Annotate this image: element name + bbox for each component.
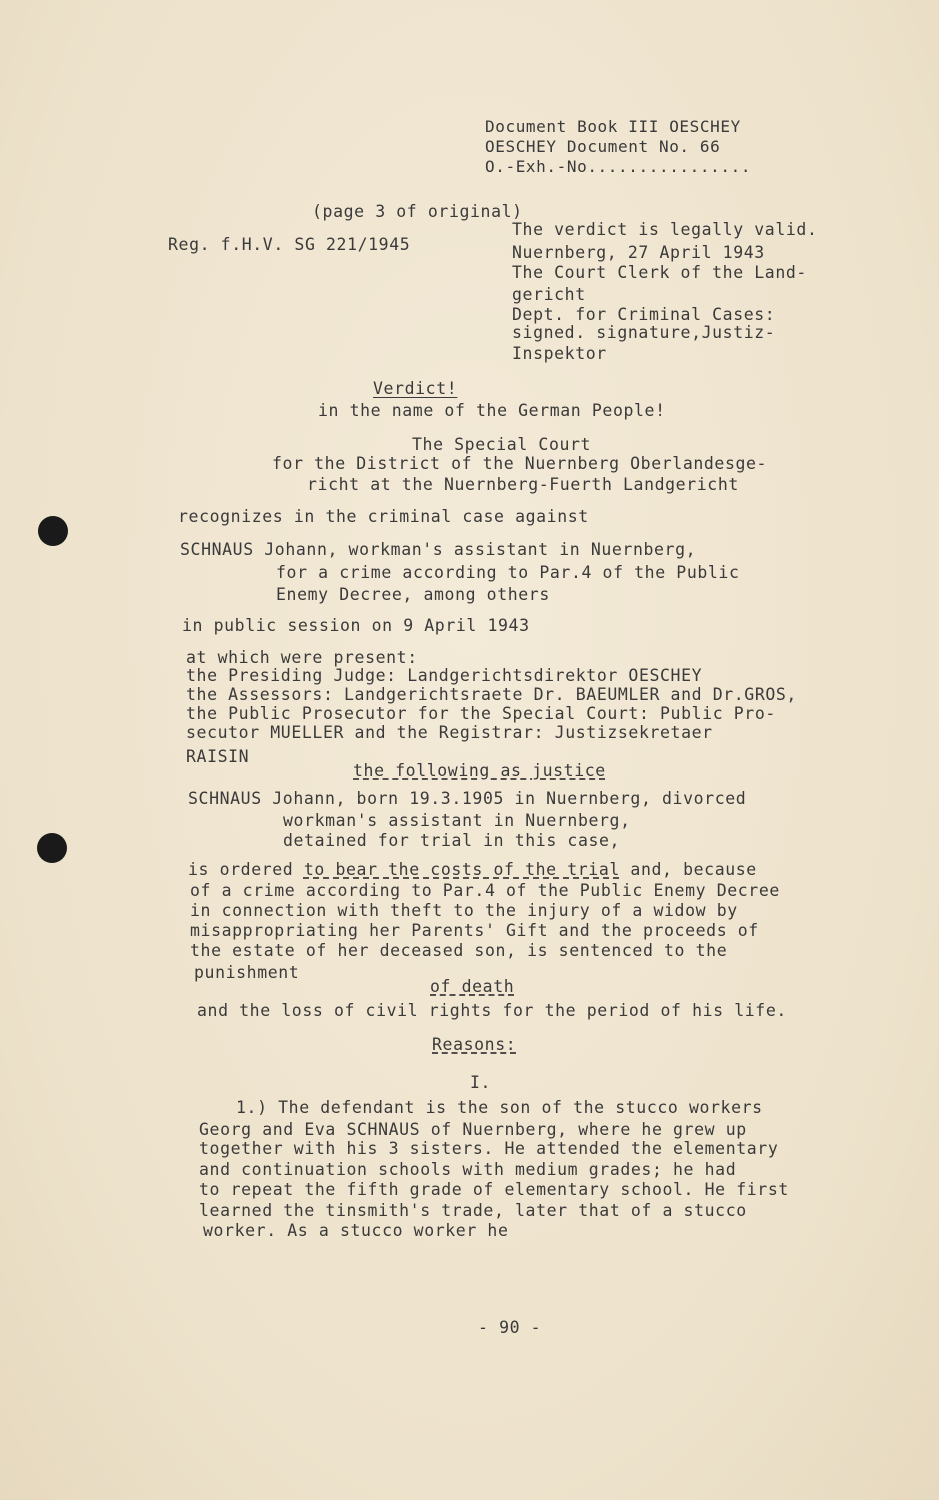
verdict-title: Verdict! — [373, 379, 458, 398]
reasons-line: and continuation schools with medium grades; he had — [199, 1160, 737, 1179]
present-line: at which were present: — [186, 648, 418, 667]
court-line: richt at the Nuernberg-Fuerth Landgericht — [307, 475, 739, 494]
people-line: in the name of the German People! — [318, 401, 666, 420]
punch-hole-upper — [38, 516, 68, 546]
sentence-head-line: detained for trial in this case, — [283, 831, 621, 850]
crime-line: for a crime according to Par.4 of the Public — [276, 563, 740, 582]
sentence-costs-underlined: to bear the costs of the trial — [303, 860, 620, 879]
reasons-line: Georg and Eva SCHNAUS of Nuernberg, where he grew up — [199, 1120, 747, 1139]
doc-number-line: OESCHEY Document No. 66 — [485, 137, 721, 156]
page-number: - 90 - — [478, 1318, 542, 1337]
validity-line: signed. signature,Justiz- — [512, 323, 776, 342]
reasons-line: worker. As a stucco worker he — [203, 1221, 509, 1240]
sentence-first-line — [188, 862, 757, 879]
sentence-head-line: workman's assistant in Nuernberg, — [283, 811, 631, 830]
sentence-line: in connection with theft to the injury of a widow by — [190, 901, 738, 920]
sentence-pre: is ordered — [188, 860, 304, 879]
validity-line: The verdict is legally valid. — [512, 220, 818, 239]
death-sentence: of death — [430, 977, 515, 996]
reasons-line: together with his 3 sisters. He attended the elementary — [199, 1139, 779, 1158]
reasons-line: learned the tinsmith's trade, later that of a stucco — [199, 1201, 747, 1220]
session-line: in public session on 9 April 1943 — [182, 616, 530, 635]
validity-line: gericht — [512, 285, 586, 304]
present-line: the Presiding Judge: Landgerichtsdirektor OESCHEY — [186, 666, 703, 685]
court-line: for the District of the Nuernberg Oberlandesge- — [272, 454, 768, 473]
section-one-heading: I. — [470, 1073, 492, 1092]
present-line: RAISIN — [186, 747, 250, 766]
reasons-line: 1.) The defendant is the son of the stucco workers — [236, 1098, 763, 1117]
page-of-original: (page 3 of original) — [312, 202, 523, 221]
recognizes-line: recognizes in the criminal case against — [178, 507, 589, 526]
exhibit-number-line: O.-Exh.-No................ — [485, 157, 752, 176]
doc-book-line: Document Book III OESCHEY — [485, 117, 741, 136]
reasons-line: to repeat the fifth grade of elementary school. He first — [199, 1180, 789, 1199]
registration-number: Reg. f.H.V. SG 221/1945 — [168, 235, 411, 254]
defendant-line: SCHNAUS Johann, workman's assistant in Nuernberg, — [180, 540, 697, 559]
present-line: the Assessors: Landgerichtsraete Dr. BAEUMLER and Dr.GROS, — [186, 685, 797, 704]
sentence-line: punishment — [194, 963, 300, 982]
sentence-head-line: SCHNAUS Johann, born 19.3.1905 in Nuernberg, divorced — [188, 789, 747, 808]
validity-line: The Court Clerk of the Land- — [512, 263, 807, 282]
punch-hole-lower — [37, 833, 67, 863]
sentence-line: the estate of her deceased son, is sentenced to the — [190, 941, 728, 960]
validity-line: Nuernberg, 27 April 1943 — [512, 243, 765, 262]
crime-line: Enemy Decree, among others — [276, 585, 550, 604]
civil-rights-line: and the loss of civil rights for the period of his life. — [197, 1001, 787, 1020]
reasons-title: Reasons: — [432, 1035, 517, 1054]
justice-title: the following as justice — [353, 761, 606, 780]
present-line: secutor MUELLER and the Registrar: Justizsekretaer — [186, 723, 713, 742]
court-line: The Special Court — [412, 435, 592, 454]
sentence-line: of a crime according to Par.4 of the Public Enemy Decree — [190, 881, 780, 900]
validity-line: Dept. for Criminal Cases: — [512, 305, 776, 324]
sentence-post: and, because — [619, 860, 757, 879]
sentence-line: misappropriating her Parents' Gift and the proceeds of — [190, 921, 759, 940]
validity-line: Inspektor — [512, 344, 607, 363]
present-line: the Public Prosecutor for the Special Court: Public Pro- — [186, 704, 776, 723]
